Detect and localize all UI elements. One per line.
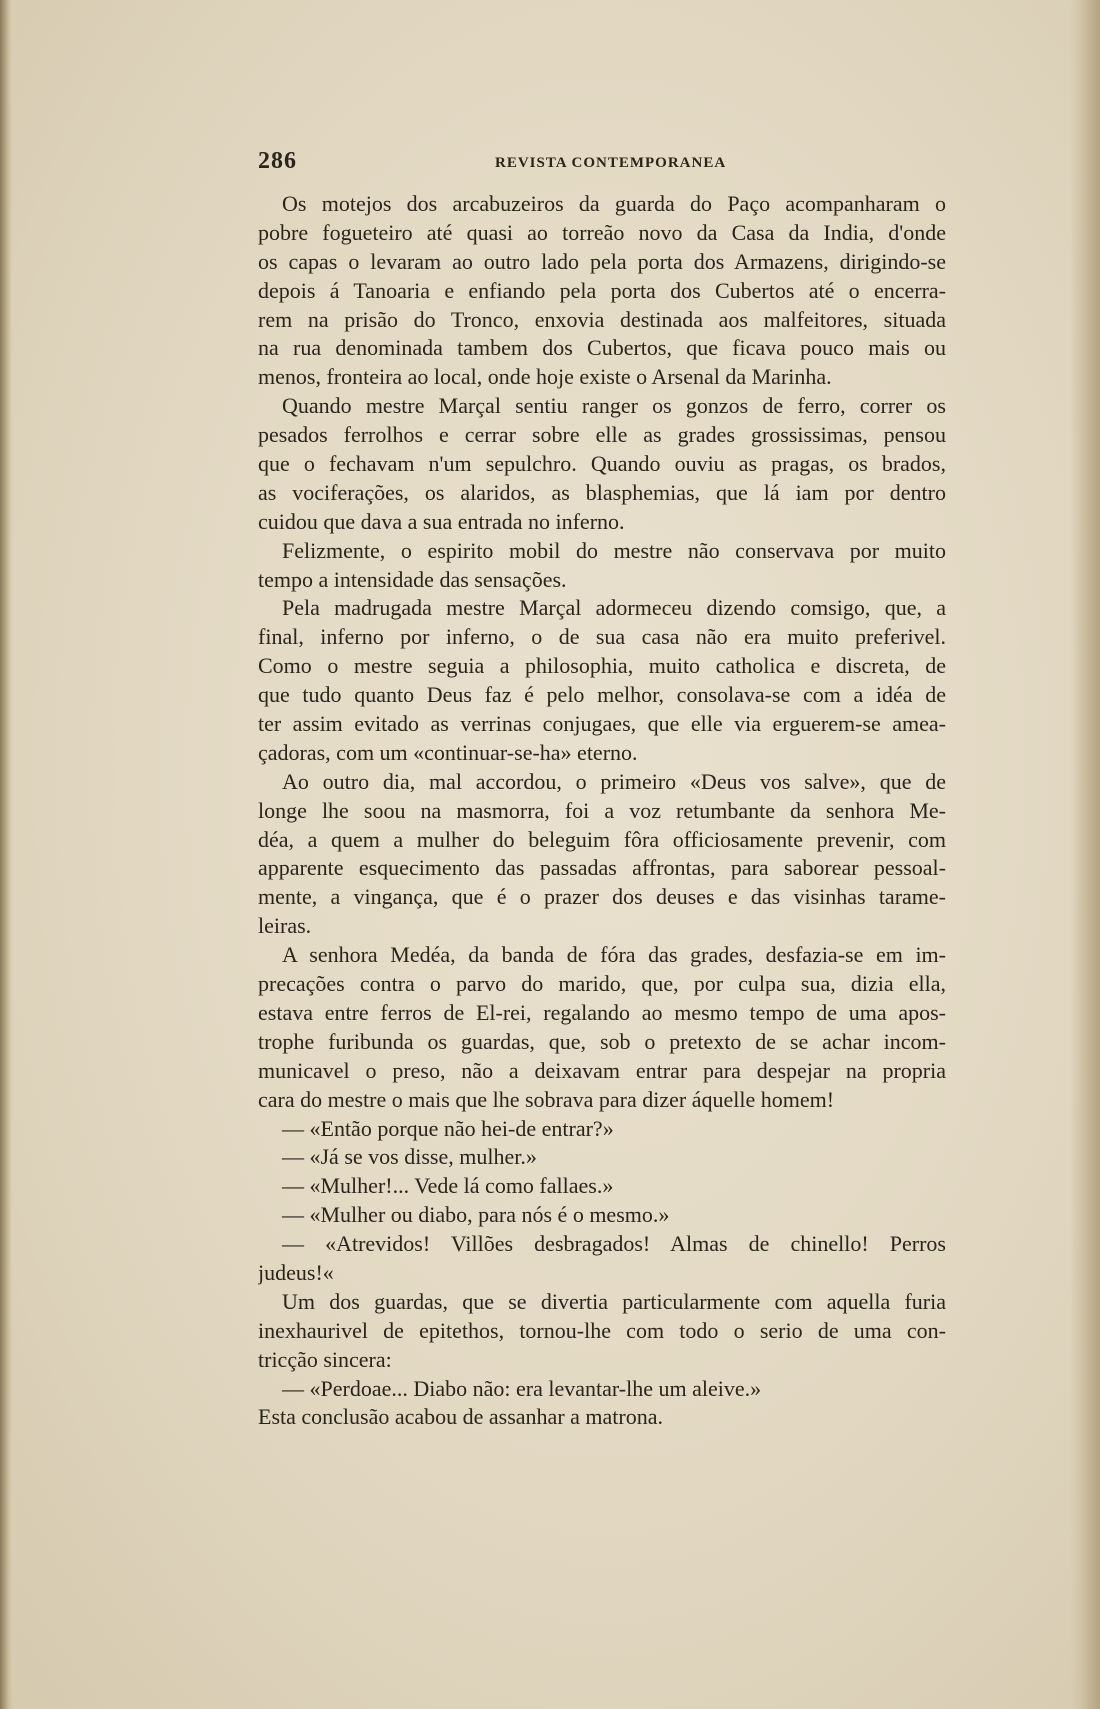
text-line: — «Então porque não hei-de entrar?» xyxy=(282,1115,614,1141)
text-line: pesados ferrolhos e cerrar sobre elle as grades grossissimas, pensou xyxy=(258,422,946,448)
text-line: tempo a intensidade das sensações. xyxy=(258,566,567,592)
text-line: tricção sincera: xyxy=(258,1346,392,1372)
text-line: Um dos guardas, que se divertia particularmente com aquella furia xyxy=(282,1288,946,1314)
text-line: municavel o preso, não a deixavam entrar para despejar na propria xyxy=(258,1057,946,1083)
text-line: çadoras, com um «continuar-se-ha» eterno. xyxy=(258,739,638,765)
text-line: trophe furibunda os guardas, que, sob o pretexto de se achar incom- xyxy=(258,1028,946,1054)
text-line: rem na prisão do Tronco, enxovia destinada aos malfeitores, situada xyxy=(258,306,946,332)
text-line: estava entre ferros de El-rei, regalando ao mesmo tempo de uma apos- xyxy=(258,999,946,1025)
text-line: que tudo quanto Deus faz é pelo melhor, consolava-se com a idéa de xyxy=(258,682,946,708)
text-line: menos, fronteira ao local, onde hoje existe o Arsenal da Marinha. xyxy=(258,364,832,390)
text-line: os capas o levaram ao outro lado pela porta dos Armazens, dirigindo-se xyxy=(258,248,946,274)
text-line: ter assim evitado as verrinas conjugaes, que elle via erguerem-se amea- xyxy=(258,711,946,737)
text-line: Ao outro dia, mal accordou, o primeiro «Deus vos salve», que de xyxy=(282,768,946,794)
page-left-edge xyxy=(0,0,12,1709)
body-text xyxy=(258,190,946,1432)
text-line: apparente esquecimento das passadas affrontas, para saborear pessoal- xyxy=(258,855,946,881)
text-line: — «Perdoae... Diabo não: era levantar-lhe um aleive.» xyxy=(282,1375,762,1401)
running-head: REVISTA CONTEMPORANEA xyxy=(495,155,727,171)
text-line: Como o mestre seguia a philosophia, muito catholica e discreta, de xyxy=(258,653,946,679)
text-line: precações contra o parvo do marido, que, por culpa sua, dizia ella, xyxy=(258,971,946,997)
text-line: depois á Tanoaria e enfiando pela porta dos Cubertos até o encerra- xyxy=(258,277,946,303)
text-line: mente, a vingança, que é o prazer dos deuses e das visinhas tarame- xyxy=(258,884,946,910)
text-line: na rua denominada tambem dos Cubertos, que ficava pouco mais ou xyxy=(258,335,946,361)
text-line: — «Mulher ou diabo, para nós é o mesmo.» xyxy=(282,1202,670,1228)
text-line: pobre fogueteiro até quasi ao torreão novo da Casa da India, d'onde xyxy=(258,219,946,245)
text-line: cuidou que dava a sua entrada no inferno. xyxy=(258,508,625,534)
text-line: judeus!« xyxy=(258,1259,334,1285)
text-line: — «Mulher!... Vede lá como fallaes.» xyxy=(282,1173,614,1199)
text-line: Esta conclusão acabou de assanhar a matrona. xyxy=(258,1404,663,1430)
text-line: Quando mestre Marçal sentiu ranger os gonzos de ferro, correr os xyxy=(282,393,946,419)
text-line: que o fechavam n'um sepulchro. Quando ouviu as pragas, os brados, xyxy=(258,451,946,477)
text-line: Felizmente, o espirito mobil do mestre não conservava por muito xyxy=(282,537,946,563)
text-line: cara do mestre o mais que lhe sobrava para dizer áquelle homem! xyxy=(258,1086,835,1112)
text-line: inexhaurivel de epitethos, tornou-lhe com todo o serio de uma con- xyxy=(258,1317,946,1343)
text-line: déa, a quem a mulher do beleguim fôra officiosamente prevenir, com xyxy=(258,826,946,852)
text-line: Os motejos dos arcabuzeiros da guarda do Paço acompanharam o xyxy=(282,191,946,216)
text-line: — «Atrevidos! Villões desbragados! Almas de chinello! Perros xyxy=(282,1231,946,1257)
text-line: longe lhe soou na masmorra, foi a voz retumbante da senhora Me- xyxy=(258,797,946,823)
page-number: 286 xyxy=(258,148,297,174)
text-line: A senhora Medéa, da banda de fóra das grades, desfazia-se em im- xyxy=(282,942,946,968)
text-line: final, inferno por inferno, o de sua casa não era muito preferivel. xyxy=(258,624,946,650)
text-line: as vociferações, os alaridos, as blasphemias, que lá iam por dentro xyxy=(258,479,946,505)
text-line: Pela madrugada mestre Marçal adormeceu dizendo comsigo, que, a xyxy=(282,595,946,621)
page-right-edge xyxy=(1070,0,1100,1709)
text-line: leiras. xyxy=(258,913,312,939)
text-line: — «Já se vos disse, mulher.» xyxy=(282,1144,537,1170)
page-header xyxy=(258,148,948,178)
